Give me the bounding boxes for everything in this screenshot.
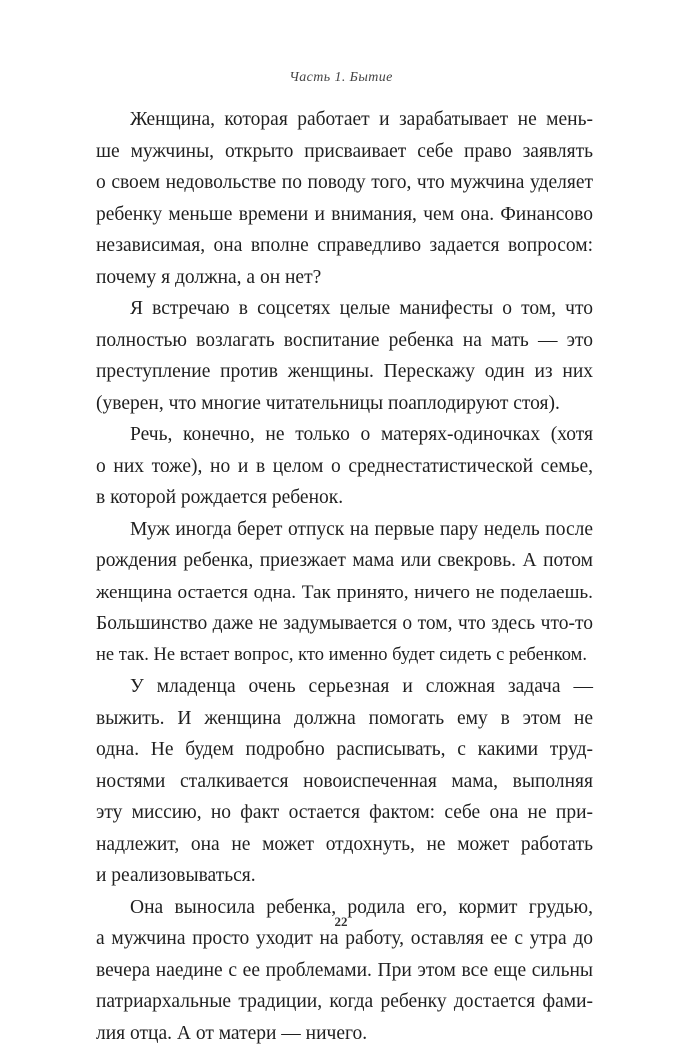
text-line: женщина остается одна. Так принято, ничего не поделаешь. — [96, 577, 593, 609]
text-line: ше мужчины, открыто присваивает себе право заявлять — [96, 136, 593, 168]
text-line: У младенца очень серьезная и сложная задача — — [96, 671, 593, 703]
text-line: рождения ребенка, приезжает мама или свекровь. А потом — [96, 545, 593, 577]
text-line: вечера наедине с ее проблемами. При этом все еще сильны — [96, 955, 593, 987]
text-line: надлежит, она не может отдохнуть, не может работать — [96, 829, 593, 861]
text-line: преступление против женщины. Перескажу один из них — [96, 356, 593, 388]
text-line: о своем недовольстве по поводу того, что мужчина уделяет — [96, 167, 593, 199]
text-line: Речь, конечно, не только о матерях-одиночках (хотя — [96, 419, 593, 451]
text-line: Муж иногда берет отпуск на первые пару недель после — [96, 514, 593, 546]
text-line: Я встречаю в соцсетях целые манифесты о том, что — [96, 293, 593, 325]
text-line: независимая, она вполне справедливо задается вопросом: — [96, 230, 593, 262]
text-line: почему я должна, а он нет? — [96, 262, 593, 294]
text-line: и реализовываться. — [96, 860, 593, 892]
text-line: полностью возлагать воспитание ребенка на мать — это — [96, 325, 593, 357]
body-text — [96, 104, 593, 1049]
text-line: Женщина, которая работает и зарабатывает не мень- — [96, 104, 593, 136]
running-head: Часть 1. Бытие — [0, 70, 682, 86]
text-line: ребенку меньше времени и внимания, чем она. Финансово — [96, 199, 593, 231]
text-line: в которой рождается ребенок. — [96, 482, 593, 514]
text-line: эту миссию, но факт остается фактом: себе она не при- — [96, 797, 593, 829]
text-line: патриархальные традиции, когда ребенку достается фами- — [96, 986, 593, 1018]
text-line: ностями сталкивается новоиспеченная мама, выполняя — [96, 766, 593, 798]
text-line: а мужчина просто уходит на работу, оставляя ее с утра до — [96, 923, 593, 955]
text-line: Она выносила ребенка, родила его, кормит грудью, — [96, 892, 593, 924]
text-line: не так. Не встает вопрос, кто именно будет сидеть с ребенком. — [96, 640, 593, 672]
text-line: (уверен, что многие читательницы поаплодируют стоя). — [96, 388, 593, 420]
text-line: Большинство даже не задумывается о том, что здесь что-то — [96, 608, 593, 640]
text-line: выжить. И женщина должна помогать ему в этом не — [96, 703, 593, 735]
page-number: 22 — [0, 914, 682, 930]
text-line: о них тоже), но и в целом о среднестатистической семье, — [96, 451, 593, 483]
text-line: одна. Не будем подробно расписывать, с какими труд- — [96, 734, 593, 766]
text-line: лия отца. А от матери — ничего. — [96, 1018, 593, 1049]
